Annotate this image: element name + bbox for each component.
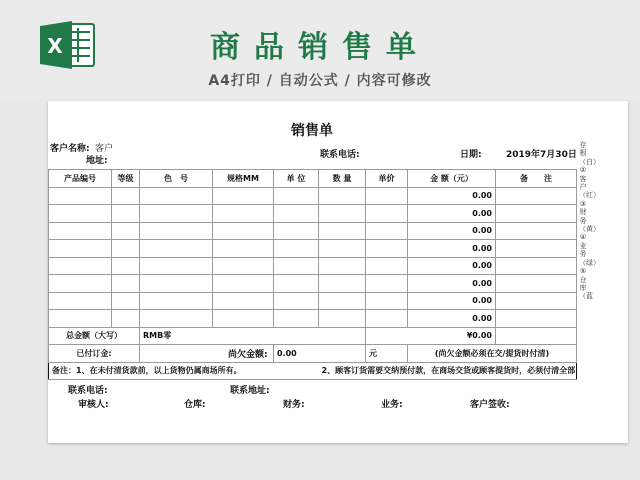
table-row <box>49 240 577 258</box>
customer-sign-label: 客户签收: <box>470 400 510 410</box>
cell[interactable] <box>140 292 213 310</box>
cell[interactable] <box>140 310 213 328</box>
currency-unit: 元 <box>366 345 408 363</box>
amount-cell[interactable]: 0.00 <box>408 275 496 293</box>
footer-address-label: 联系地址: <box>230 386 270 396</box>
header-product-code: 产品编号 <box>49 170 112 188</box>
customer-name-value[interactable]: 客户 <box>95 144 114 154</box>
banner-subtitle: A4打印 / 自动公式 / 内容可修改 <box>208 73 432 89</box>
total-words[interactable]: RMB零 <box>140 327 366 345</box>
reviewer-label: 审核人: <box>78 400 109 410</box>
cell[interactable] <box>49 310 112 328</box>
cell[interactable] <box>49 222 112 240</box>
amount-cell[interactable]: 0.00 <box>408 187 496 205</box>
total-row <box>49 327 577 345</box>
header-grade: 等级 <box>112 170 140 188</box>
owed-value[interactable]: 0.00 <box>274 345 366 363</box>
cell[interactable] <box>112 257 140 275</box>
cell[interactable] <box>496 187 577 205</box>
note-1: 备注：1、在未付清货款前，以上货物仍属商场所有。 <box>49 362 319 380</box>
cell[interactable] <box>112 187 140 205</box>
business-label: 业务: <box>381 400 403 410</box>
cell[interactable] <box>213 205 274 223</box>
cell[interactable] <box>140 222 213 240</box>
cell[interactable] <box>366 240 408 258</box>
cell[interactable] <box>274 292 319 310</box>
header-unit: 单 位 <box>274 170 319 188</box>
cell[interactable] <box>140 275 213 293</box>
cell[interactable] <box>496 310 577 328</box>
header-quantity: 数 量 <box>319 170 366 188</box>
cell[interactable] <box>112 275 140 293</box>
cell[interactable] <box>319 257 366 275</box>
table-row <box>49 275 577 293</box>
table-row <box>49 187 577 205</box>
cell[interactable] <box>496 257 577 275</box>
cell[interactable] <box>496 222 577 240</box>
date-label: 日期: <box>460 150 482 160</box>
amount-cell[interactable]: 0.00 <box>408 292 496 310</box>
cell[interactable] <box>213 292 274 310</box>
deposit-label: 已付订金: <box>49 345 140 363</box>
cell[interactable] <box>366 205 408 223</box>
cell[interactable] <box>319 275 366 293</box>
cell[interactable] <box>112 292 140 310</box>
table-row <box>49 292 577 310</box>
warehouse-label: 仓库: <box>184 400 206 410</box>
sheet-title: 销售单 <box>291 123 333 139</box>
cell[interactable] <box>112 310 140 328</box>
total-label: 总金额（大写） <box>49 327 140 345</box>
cell[interactable] <box>366 292 408 310</box>
cell[interactable] <box>496 240 577 258</box>
owed-label: 尚欠金额: <box>228 350 268 360</box>
header-color: 色 号 <box>140 170 213 188</box>
cell[interactable] <box>274 205 319 223</box>
amount-cell[interactable]: 0.00 <box>408 310 496 328</box>
address-label: 地址: <box>86 156 108 166</box>
cell[interactable] <box>274 310 319 328</box>
header-amount: 金 额（元） <box>408 170 496 188</box>
cell[interactable] <box>274 240 319 258</box>
cell[interactable] <box>213 275 274 293</box>
cell[interactable] <box>366 222 408 240</box>
note-2: 2、顾客订货需要交纳预付款，在商场交货或顾客提货时，必须付清全部 <box>319 362 577 380</box>
table-row <box>49 222 577 240</box>
copy-distribution-text: 存根（白）②客户（红）③财务（黄）④业务（绿）⑤仓库（蓝 <box>579 141 600 301</box>
sales-table <box>48 169 577 380</box>
cell[interactable] <box>366 257 408 275</box>
cell[interactable] <box>319 222 366 240</box>
amount-cell[interactable]: 0.00 <box>408 222 496 240</box>
cell[interactable] <box>319 292 366 310</box>
cell[interactable] <box>319 240 366 258</box>
header-spec: 规格MM <box>213 170 274 188</box>
cell[interactable] <box>140 205 213 223</box>
note-row <box>49 362 577 380</box>
cell[interactable] <box>49 257 112 275</box>
banner <box>0 0 640 100</box>
cell[interactable] <box>140 187 213 205</box>
cell[interactable] <box>112 205 140 223</box>
cell[interactable] <box>274 222 319 240</box>
cell[interactable] <box>319 205 366 223</box>
cell[interactable] <box>213 310 274 328</box>
cell[interactable] <box>213 240 274 258</box>
amount-cell[interactable]: 0.00 <box>408 240 496 258</box>
cell[interactable] <box>366 187 408 205</box>
footer-phone-label: 联系电话: <box>68 386 108 396</box>
table-header-row <box>49 170 577 188</box>
svg-text:X: X <box>47 34 63 58</box>
cell[interactable] <box>213 187 274 205</box>
cell[interactable] <box>274 187 319 205</box>
finance-label: 财务: <box>283 400 305 410</box>
amount-cell[interactable]: 0.00 <box>408 205 496 223</box>
cell[interactable] <box>366 275 408 293</box>
cell[interactable] <box>496 327 577 345</box>
cell[interactable] <box>496 205 577 223</box>
phone-label: 联系电话: <box>320 150 360 160</box>
sales-sheet <box>48 101 628 443</box>
cell[interactable] <box>319 187 366 205</box>
banner-title: 商品销售单 <box>210 30 430 65</box>
cell[interactable] <box>140 240 213 258</box>
cell[interactable] <box>496 275 577 293</box>
customer-name-label: 客户名称: <box>50 144 90 154</box>
cell[interactable] <box>49 187 112 205</box>
amount-cell[interactable]: 0.00 <box>408 257 496 275</box>
deposit-row <box>49 345 577 363</box>
cell[interactable] <box>112 222 140 240</box>
header-price: 单价 <box>366 170 408 188</box>
cell[interactable] <box>274 257 319 275</box>
cell[interactable] <box>112 240 140 258</box>
cell[interactable] <box>49 292 112 310</box>
cell[interactable] <box>49 205 112 223</box>
owed-note: (尚欠金额必须在交/提货时付清) <box>408 345 577 363</box>
cell[interactable] <box>366 310 408 328</box>
cell[interactable] <box>274 275 319 293</box>
cell[interactable] <box>49 240 112 258</box>
footer <box>48 381 576 411</box>
cell[interactable] <box>213 257 274 275</box>
table-row <box>49 257 577 275</box>
cell[interactable] <box>140 257 213 275</box>
table-row <box>49 310 577 328</box>
header-remark: 备 注 <box>496 170 577 188</box>
table-row <box>49 205 577 223</box>
cell[interactable] <box>496 292 577 310</box>
cell[interactable] <box>213 222 274 240</box>
total-value[interactable]: ¥0.00 <box>366 327 496 345</box>
date-value[interactable]: 2019年7月30日 <box>506 150 577 160</box>
cell[interactable] <box>319 310 366 328</box>
cell[interactable] <box>49 275 112 293</box>
